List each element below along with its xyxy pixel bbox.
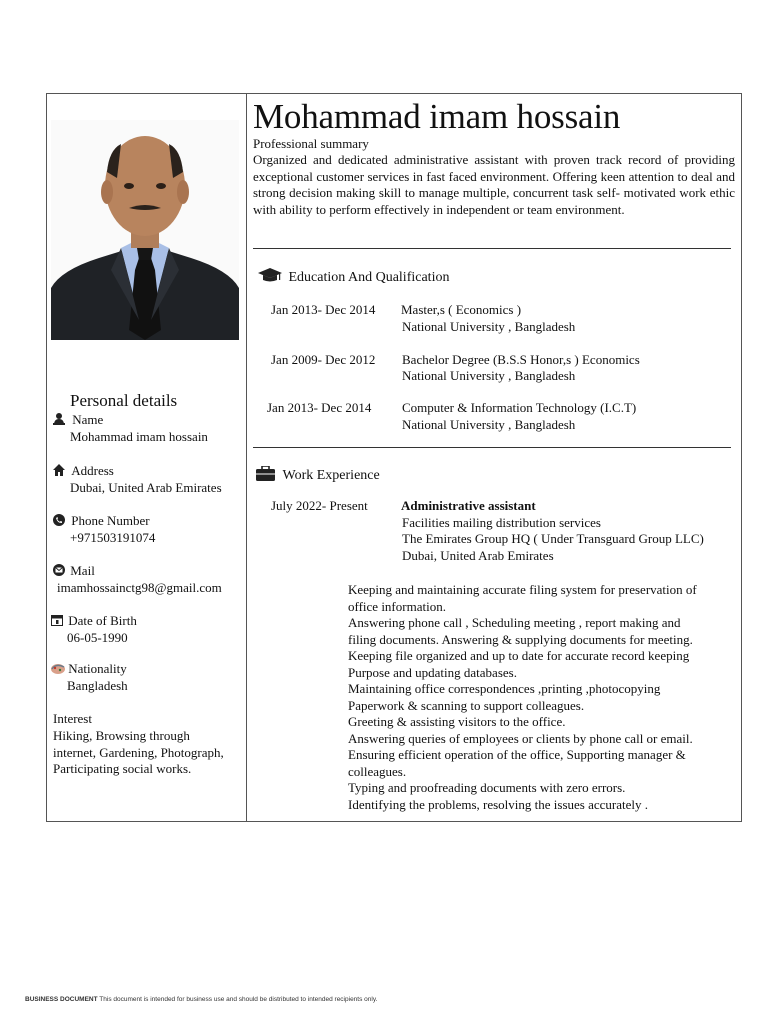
duty-line: Typing and proofreading documents with zero errors.	[348, 780, 626, 795]
phone-value: +971503191074	[70, 530, 156, 545]
duty-line: Identifying the problems, resolving the issues accurately .	[348, 796, 649, 812]
candidate-name: Mohammad imam hossain	[253, 97, 621, 136]
work-heading-row	[256, 466, 380, 486]
document-footer	[25, 996, 377, 1003]
person-icon	[53, 412, 65, 430]
house-icon	[53, 464, 65, 481]
interest-line: Hiking, Browsing through	[53, 728, 190, 743]
interest-line: internet, Gardening, Photograph,	[53, 744, 224, 760]
section-rule	[253, 248, 731, 249]
mail-block	[53, 563, 95, 580]
address-label: Address	[71, 463, 114, 478]
duties-list	[348, 582, 738, 813]
job-title: Administrative assistant	[401, 498, 536, 513]
footer-label: BUSINESS DOCUMENT	[25, 996, 98, 1003]
duty-line: Maintaining office correspondences ,printing ,photocopying	[348, 681, 661, 696]
section-rule	[253, 447, 731, 448]
address-value: Dubai, United Arab Emirates	[70, 480, 222, 495]
interest-line: Participating social works.	[53, 761, 192, 776]
duty-line: Answering phone call , Scheduling meeting , report making and	[348, 615, 681, 630]
duty-line: Answering queries of employees or clients by phone call or email.	[348, 730, 693, 746]
dob-value: 06-05-1990	[67, 630, 128, 645]
edu-institution: National University , Bangladesh	[402, 417, 576, 432]
phone-block	[53, 513, 150, 530]
address-block	[53, 463, 114, 480]
interest-label: Interest	[53, 711, 92, 726]
profile-photo	[51, 120, 239, 340]
phone-label: Phone Number	[71, 513, 150, 528]
briefcase-icon	[256, 466, 275, 486]
nationality-label: Nationality	[68, 661, 127, 676]
duty-line: Keeping file organized and up to date for accurate record keeping	[348, 648, 690, 663]
graduation-cap-icon	[258, 267, 282, 288]
flag-icon	[51, 662, 65, 679]
edu-institution: National University , Bangladesh	[402, 368, 576, 383]
name-label: Name	[72, 412, 104, 427]
duty-line: Keeping and maintaining accurate filing system for preservation of	[348, 582, 697, 597]
edu-degree: Bachelor Degree (B.S.S Honor,s ) Economics	[402, 352, 640, 367]
duty-line: Purpose and updating databases.	[348, 664, 517, 680]
duty-line: colleagues.	[348, 763, 407, 779]
footer-text: This document is intended for business use and should be distributed to intended recipients only.	[99, 996, 378, 1003]
name-block	[53, 412, 103, 430]
personal-details-heading: Personal details	[70, 391, 178, 410]
edu-degree: Computer & Information Technology (I.C.T)	[402, 400, 637, 415]
duty-line: office information.	[348, 598, 446, 614]
edu-date: Jan 2013- Dec 2014	[271, 302, 376, 317]
summary-text: Organized and dedicated administrative assistant with proven track record of providing exceptional customer services in fast faced environment. Offering keen attention to deal and strong decision making skill to manage multiple, concurrent task self- motivated work ethic with ability to perform effectively in independent or team environment.	[253, 152, 735, 217]
work-detail-line: The Emirates Group HQ ( Under Transguard Group LLC)	[402, 531, 704, 546]
summary-label: Professional summary	[253, 136, 369, 151]
work-heading: Work Experience	[282, 468, 380, 484]
duty-line: Ensuring efficient operation of the office, Supporting manager &	[348, 747, 686, 762]
edu-date: Jan 2009- Dec 2012	[271, 352, 376, 367]
mail-icon	[53, 564, 65, 581]
calendar-icon	[51, 614, 63, 631]
mail-label: Mail	[70, 563, 95, 578]
column-divider	[246, 93, 247, 822]
education-heading-row	[258, 267, 449, 288]
edu-institution: National University , Bangladesh	[402, 319, 576, 334]
education-heading: Education And Qualification	[288, 269, 450, 285]
work-date: July 2022- Present	[271, 498, 368, 513]
edu-degree: Master,s ( Economics )	[401, 302, 522, 317]
duty-line: filing documents. Answering & supplying documents for meeting.	[348, 631, 693, 647]
name-value: Mohammad imam hossain	[70, 429, 208, 444]
duty-line: Paperwork & scanning to support colleagues.	[348, 697, 585, 713]
mail-value[interactable]: imamhossainctg98@gmail.com	[57, 580, 222, 595]
edu-date: Jan 2013- Dec 2014	[267, 400, 372, 415]
portrait-image	[51, 120, 239, 340]
work-detail-line: Facilities mailing distribution services	[402, 515, 601, 530]
work-detail-line: Dubai, United Arab Emirates	[402, 548, 554, 563]
dob-label: Date of Birth	[68, 613, 137, 628]
nationality-block	[51, 661, 127, 678]
phone-icon	[53, 514, 65, 531]
nationality-value: Bangladesh	[67, 678, 128, 693]
duty-line: Greeting & assisting visitors to the office.	[348, 714, 566, 729]
interest-list	[53, 728, 243, 778]
dob-block	[51, 613, 137, 630]
